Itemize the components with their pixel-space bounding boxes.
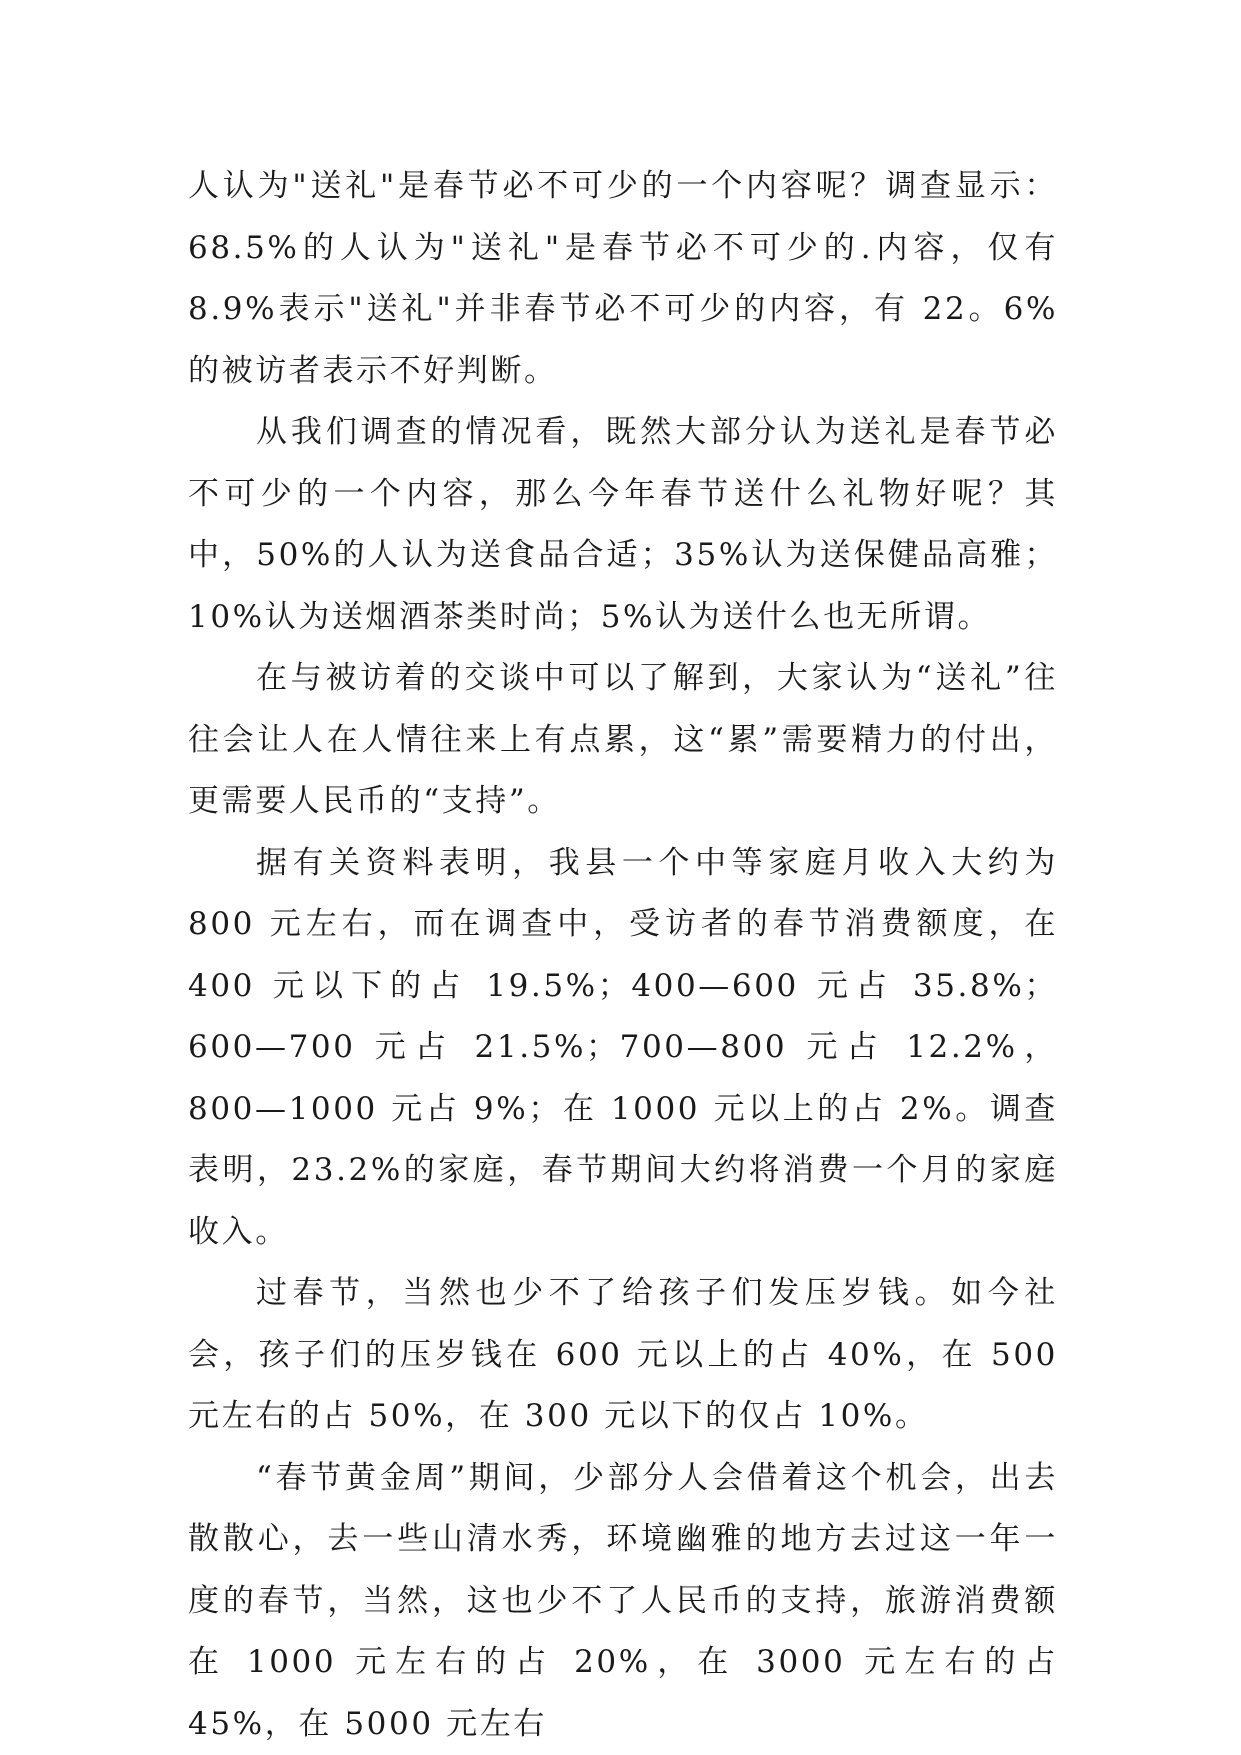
- paragraph-4: 据有关资料表明，我县一个中等家庭月收入大约为 800 元左右，而在调查中，受访者的春节消费额度，在 400 元以下的占 19.5%；400—600 元占 35.8%；600—700 元占 21.5%；700—800 元占 12.2%，800—1000 元占 9%；在 1000 元以上的占 2%。调查表明，23.2%的家庭，春节期间大约将消费一个月的家庭收入。: [188, 833, 1058, 1264]
- paragraph-1: 人认为"送礼"是春节必不可少的一个内容呢？调查显示：68.5%的人认为"送礼"是春节必不可少的.内容，仅有 8.9%表示"送礼"并非春节必不可少的内容，有 22。6%的被访者表示不好判断。: [188, 156, 1058, 402]
- paragraph-2: 从我们调查的情况看，既然大部分认为送礼是春节必不可少的一个内容，那么今年春节送什么礼物好呢？其中，50%的人认为送食品合适；35%认为送保健品高雅；10%认为送烟酒茶类时尚；5%认为送什么也无所谓。: [188, 402, 1058, 648]
- paragraph-3: 在与被访着的交谈中可以了解到，大家认为“送礼”往往会让人在人情往来上有点累，这“累”需要精力的付出，更需要人民币的“支持”。: [188, 648, 1058, 833]
- paragraph-5: 过春节，当然也少不了给孩子们发压岁钱。如今社会，孩子们的压岁钱在 600 元以上的占 40%，在 500 元左右的占 50%，在 300 元以下的仅占 10%。: [188, 1263, 1058, 1448]
- document-body: [188, 156, 1058, 1755]
- paragraph-6: “春节黄金周”期间，少部分人会借着这个机会，出去散散心，去一些山清水秀，环境幽雅的地方去过这一年一度的春节，当然，这也少不了人民币的支持，旅游消费额在 1000 元左右的占 20%，在 3000 元左右的占 45%，在 5000 元左右: [188, 1448, 1058, 1755]
